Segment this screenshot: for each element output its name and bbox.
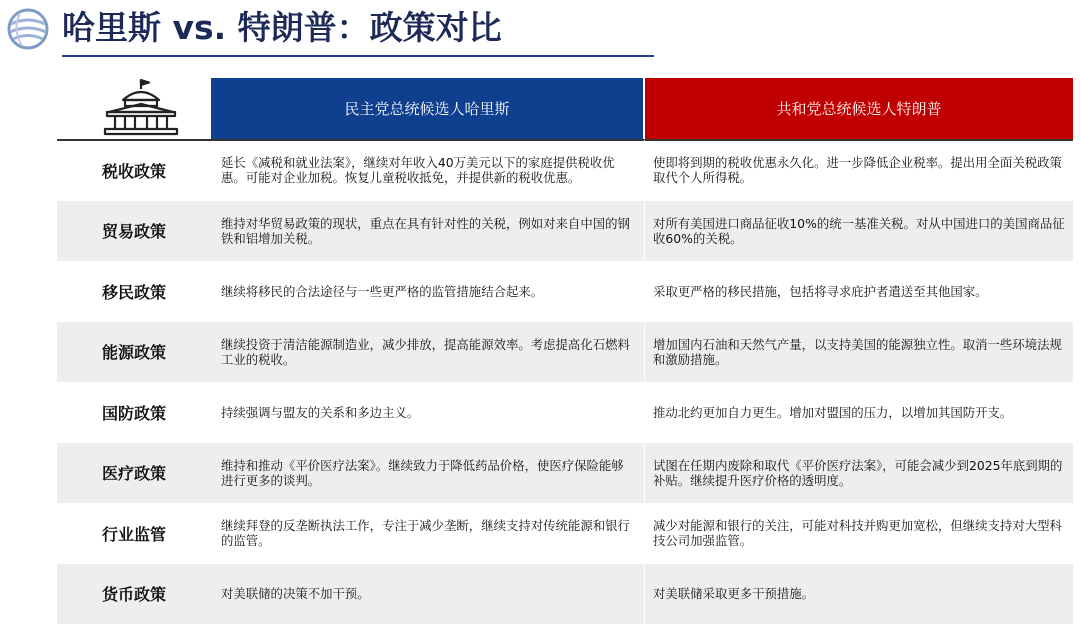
table-row-immigration: [57, 261, 1073, 322]
table-row-tax: [57, 140, 1073, 201]
row-category: 医疗政策: [101, 464, 166, 484]
republican-policy: 使即将到期的税收优惠永久化。进一步降低企业税率。提出用全面关税政策取代个人所得税。: [653, 155, 1062, 186]
republican-policy: 对所有美国进口商品征收10%的统一基准关税。对从中国进口的美国商品征收60%的关税。: [653, 215, 1065, 246]
table-row-healthcare: [57, 443, 1073, 504]
globe-logo-icon: [6, 7, 50, 51]
republican-policy: 增加国内石油和天然气产量，以支持美国的能源独立性。取消一些环境法规和激励措施。: [653, 336, 1062, 367]
row-category: 行业监管: [101, 524, 166, 544]
row-category: 移民政策: [101, 282, 166, 302]
table-row-trade: [57, 201, 1073, 262]
table-row-monetary: [57, 564, 1073, 625]
column-divider: [644, 503, 645, 564]
democrat-policy: 维持和推动《平价医疗法案》。继续致力于降低药品价格，使医疗保险能够进行更多的谈判。: [221, 457, 624, 488]
republican-policy: 推动北约更加自力更生。增加对盟国的压力，以增加其国防开支。: [653, 404, 1013, 420]
democrat-policy: 维持对华贸易政策的现状，重点在具有针对性的关税，例如对来自中国的钢铁和铝增加关税。: [221, 215, 630, 246]
policy-comparison-table: [57, 78, 1073, 624]
democrat-policy: 持续强调与盟友的关系和多边主义。: [221, 404, 420, 420]
republican-header: 共和党总统候选人特朗普: [645, 78, 1073, 139]
column-divider: [644, 382, 645, 443]
row-category: 国防政策: [101, 403, 166, 423]
row-category: 能源政策: [101, 343, 166, 363]
row-category: 税收政策: [101, 161, 166, 181]
title-underline: [62, 55, 654, 57]
column-divider: [644, 140, 645, 201]
republican-policy: 采取更严格的移民措施，包括将寻求庇护者遣送至其他国家。: [653, 283, 988, 299]
democrat-policy: 继续投资于清洁能源制造业，减少排放，提高能源效率。考虑提高化石燃料工业的税收。: [221, 336, 630, 367]
democrat-header: 民主党总统候选人哈里斯: [211, 78, 643, 139]
row-category: 贸易政策: [101, 222, 166, 242]
table-row-regulation: [57, 503, 1073, 564]
republican-policy: 减少对能源和银行的关注，可能对科技并购更加宽松，但继续支持对大型科技公司加强监管。: [653, 518, 1062, 549]
column-divider: [644, 443, 645, 504]
democrat-policy: 延长《减税和就业法案》，继续对年收入40万美元以下的家庭提供税收优惠。可能对企业加税。恢复儿童税收抵免，并提供新的税收优惠。: [221, 155, 615, 186]
democrat-policy: 继续将移民的合法途径与一些更严格的监管措施结合起来。: [221, 283, 544, 299]
column-divider: [644, 564, 645, 625]
column-divider: [644, 322, 645, 383]
table-row-defense: [57, 382, 1073, 443]
page-title: 哈里斯 vs. 特朗普：政策对比: [62, 8, 502, 47]
header-icon-cell: [57, 78, 211, 140]
table-header-row: [57, 78, 1073, 140]
title-bar: [0, 0, 1080, 58]
democrat-policy: 对美联储的决策不加干预。: [221, 586, 370, 602]
capitol-building-icon: [57, 78, 211, 140]
republican-policy: 对美联储采取更多干预措施。: [653, 586, 815, 602]
column-divider: [644, 261, 645, 322]
democrat-policy: 继续拜登的反垄断执法工作，专注于减少垄断，继续支持对传统能源和银行的监管。: [221, 518, 630, 549]
table-row-energy: [57, 322, 1073, 383]
row-category: 货币政策: [101, 585, 166, 605]
column-divider: [644, 201, 645, 262]
republican-policy: 试图在任期内废除和取代《平价医疗法案》，可能会减少到2025年底到期的补贴。继续提升医疗价格的透明度。: [653, 457, 1063, 488]
